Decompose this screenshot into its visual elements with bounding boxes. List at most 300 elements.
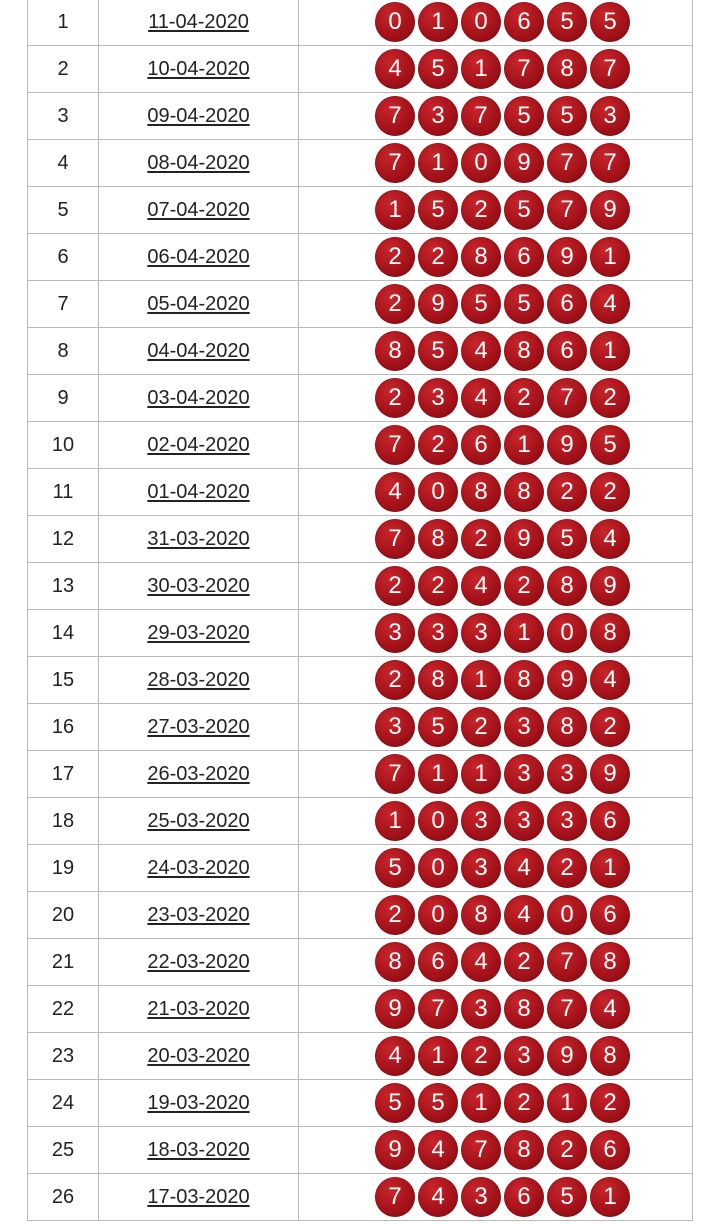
table-row	[28, 516, 693, 563]
table-row	[28, 281, 693, 328]
number-ball: 7	[547, 378, 587, 418]
serial-number-cell: 18	[28, 798, 99, 845]
date-link[interactable]: 25-03-2020	[147, 809, 250, 832]
date-link[interactable]: 11-04-2020	[148, 10, 249, 33]
date-link[interactable]: 29-03-2020	[147, 621, 250, 644]
serial-number-cell: 8	[28, 328, 99, 375]
date-link[interactable]: 02-04-2020	[147, 433, 250, 456]
number-ball: 8	[375, 331, 415, 371]
table-row	[28, 798, 693, 845]
result-numbers-cell	[299, 986, 693, 1033]
table-row	[28, 140, 693, 187]
number-balls	[313, 472, 692, 512]
number-ball: 7	[375, 754, 415, 794]
number-ball: 7	[590, 49, 630, 89]
date-cell	[99, 939, 299, 986]
result-numbers-cell	[299, 1080, 693, 1127]
date-link[interactable]: 03-04-2020	[147, 386, 250, 409]
number-ball: 5	[418, 49, 458, 89]
number-ball: 3	[504, 801, 544, 841]
table-row	[28, 93, 693, 140]
number-ball: 5	[547, 2, 587, 42]
serial-number-cell: 7	[28, 281, 99, 328]
number-ball: 7	[375, 143, 415, 183]
serial-number-cell: 16	[28, 704, 99, 751]
number-ball: 2	[504, 1083, 544, 1123]
number-ball: 8	[504, 1130, 544, 1170]
result-numbers-cell	[299, 328, 693, 375]
number-ball: 1	[590, 1177, 630, 1217]
number-ball: 8	[547, 707, 587, 747]
number-balls	[313, 754, 692, 794]
date-cell	[99, 892, 299, 939]
number-balls	[313, 49, 692, 89]
serial-number-cell: 23	[28, 1033, 99, 1080]
number-ball: 4	[461, 331, 501, 371]
number-ball: 7	[418, 989, 458, 1029]
number-ball: 6	[547, 284, 587, 324]
number-ball: 6	[504, 1177, 544, 1217]
number-balls	[313, 96, 692, 136]
date-cell	[99, 704, 299, 751]
date-link[interactable]: 31-03-2020	[147, 527, 250, 550]
date-link[interactable]: 28-03-2020	[147, 668, 250, 691]
serial-number-cell: 11	[28, 469, 99, 516]
number-ball: 9	[590, 190, 630, 230]
results-table	[27, 0, 693, 1221]
serial-number-cell: 25	[28, 1127, 99, 1174]
serial-number-cell: 10	[28, 422, 99, 469]
number-ball: 4	[375, 472, 415, 512]
number-balls	[313, 1130, 692, 1170]
number-ball: 5	[418, 707, 458, 747]
serial-number-cell: 15	[28, 657, 99, 704]
table-row	[28, 845, 693, 892]
date-cell	[99, 375, 299, 422]
number-balls	[313, 519, 692, 559]
result-numbers-cell	[299, 516, 693, 563]
number-ball: 0	[418, 472, 458, 512]
number-ball: 2	[375, 895, 415, 935]
number-ball: 8	[590, 942, 630, 982]
table-row	[28, 751, 693, 798]
table-row	[28, 704, 693, 751]
number-ball: 8	[504, 660, 544, 700]
result-numbers-cell	[299, 281, 693, 328]
number-ball: 1	[590, 331, 630, 371]
number-ball: 6	[461, 425, 501, 465]
number-balls	[313, 284, 692, 324]
date-cell	[99, 422, 299, 469]
number-ball: 4	[461, 942, 501, 982]
table-row	[28, 1080, 693, 1127]
date-link[interactable]: 27-03-2020	[147, 715, 250, 738]
number-balls	[313, 1083, 692, 1123]
number-ball: 9	[504, 143, 544, 183]
number-ball: 2	[590, 707, 630, 747]
number-balls	[313, 1036, 692, 1076]
number-ball: 3	[461, 801, 501, 841]
number-balls	[313, 613, 692, 653]
serial-number-cell: 17	[28, 751, 99, 798]
number-ball: 2	[504, 942, 544, 982]
date-cell	[99, 1033, 299, 1080]
number-ball: 5	[375, 848, 415, 888]
serial-number-cell: 1	[28, 0, 99, 46]
number-ball: 8	[504, 989, 544, 1029]
number-ball: 3	[375, 613, 415, 653]
date-link[interactable]: 09-04-2020	[147, 104, 250, 127]
number-ball: 2	[375, 284, 415, 324]
result-numbers-cell	[299, 469, 693, 516]
number-balls	[313, 989, 692, 1029]
date-cell	[99, 751, 299, 798]
number-ball: 9	[547, 425, 587, 465]
number-ball: 2	[418, 237, 458, 277]
number-ball: 7	[375, 425, 415, 465]
date-link[interactable]: 23-03-2020	[147, 903, 250, 926]
result-numbers-cell	[299, 798, 693, 845]
result-numbers-cell	[299, 0, 693, 46]
number-balls	[313, 707, 692, 747]
number-ball: 9	[547, 237, 587, 277]
number-ball: 7	[375, 1177, 415, 1217]
result-numbers-cell	[299, 939, 693, 986]
result-numbers-cell	[299, 234, 693, 281]
number-ball: 9	[418, 284, 458, 324]
result-numbers-cell	[299, 422, 693, 469]
number-ball: 6	[547, 331, 587, 371]
date-link[interactable]: 21-03-2020	[147, 997, 250, 1020]
result-numbers-cell	[299, 610, 693, 657]
serial-number-cell: 14	[28, 610, 99, 657]
number-ball: 1	[461, 49, 501, 89]
number-ball: 1	[418, 2, 458, 42]
number-ball: 5	[418, 1083, 458, 1123]
number-ball: 0	[547, 895, 587, 935]
result-numbers-cell	[299, 93, 693, 140]
number-balls	[313, 566, 692, 606]
serial-number-cell: 26	[28, 1174, 99, 1221]
number-ball: 9	[504, 519, 544, 559]
number-ball: 7	[504, 49, 544, 89]
number-ball: 7	[461, 1130, 501, 1170]
number-ball: 5	[461, 284, 501, 324]
result-numbers-cell	[299, 140, 693, 187]
number-ball: 2	[547, 1130, 587, 1170]
number-ball: 5	[590, 2, 630, 42]
number-ball: 2	[375, 660, 415, 700]
number-ball: 2	[461, 190, 501, 230]
date-cell	[99, 986, 299, 1033]
number-ball: 3	[461, 613, 501, 653]
date-link[interactable]: 06-04-2020	[147, 245, 250, 268]
serial-number-cell: 20	[28, 892, 99, 939]
number-ball: 1	[504, 613, 544, 653]
date-cell	[99, 234, 299, 281]
serial-number-cell: 21	[28, 939, 99, 986]
date-cell	[99, 0, 299, 46]
number-balls	[313, 331, 692, 371]
number-ball: 5	[418, 331, 458, 371]
table-row	[28, 1127, 693, 1174]
number-ball: 6	[504, 2, 544, 42]
number-ball: 4	[504, 848, 544, 888]
table-row	[28, 657, 693, 704]
number-ball: 7	[547, 942, 587, 982]
date-cell	[99, 281, 299, 328]
number-ball: 3	[547, 801, 587, 841]
number-ball: 5	[547, 96, 587, 136]
number-ball: 3	[461, 989, 501, 1029]
number-ball: 1	[504, 425, 544, 465]
number-ball: 1	[375, 801, 415, 841]
number-ball: 6	[590, 1130, 630, 1170]
number-ball: 9	[590, 754, 630, 794]
serial-number-cell: 13	[28, 563, 99, 610]
number-ball: 3	[461, 848, 501, 888]
number-ball: 0	[461, 2, 501, 42]
date-cell	[99, 1174, 299, 1221]
date-cell	[99, 46, 299, 93]
table-row	[28, 892, 693, 939]
number-ball: 8	[461, 895, 501, 935]
number-ball: 1	[418, 754, 458, 794]
number-ball: 6	[418, 942, 458, 982]
number-balls	[313, 660, 692, 700]
number-ball: 3	[504, 707, 544, 747]
number-balls	[313, 801, 692, 841]
number-ball: 3	[418, 378, 458, 418]
date-link[interactable]: 19-03-2020	[147, 1091, 250, 1114]
number-ball: 0	[418, 848, 458, 888]
number-ball: 3	[504, 754, 544, 794]
number-ball: 3	[375, 707, 415, 747]
number-ball: 8	[461, 237, 501, 277]
number-ball: 3	[461, 1177, 501, 1217]
number-ball: 9	[547, 1036, 587, 1076]
date-link[interactable]: 18-03-2020	[147, 1138, 250, 1161]
result-numbers-cell	[299, 751, 693, 798]
number-ball: 5	[590, 425, 630, 465]
date-link[interactable]: 05-04-2020	[147, 292, 250, 315]
number-ball: 8	[590, 1036, 630, 1076]
result-numbers-cell	[299, 1174, 693, 1221]
number-ball: 6	[590, 801, 630, 841]
number-ball: 1	[461, 660, 501, 700]
number-ball: 1	[461, 754, 501, 794]
serial-number-cell: 9	[28, 375, 99, 422]
number-ball: 2	[418, 425, 458, 465]
number-ball: 3	[547, 754, 587, 794]
table-row	[28, 422, 693, 469]
serial-number-cell: 6	[28, 234, 99, 281]
result-numbers-cell	[299, 187, 693, 234]
number-ball: 7	[590, 143, 630, 183]
number-balls	[313, 848, 692, 888]
table-row	[28, 187, 693, 234]
date-link[interactable]: 22-03-2020	[147, 950, 250, 973]
number-ball: 2	[461, 707, 501, 747]
serial-number-cell: 3	[28, 93, 99, 140]
number-ball: 1	[590, 237, 630, 277]
number-ball: 4	[375, 49, 415, 89]
number-ball: 8	[418, 660, 458, 700]
number-ball: 2	[590, 472, 630, 512]
date-link[interactable]: 10-04-2020	[147, 57, 250, 80]
number-ball: 6	[590, 895, 630, 935]
number-ball: 7	[547, 989, 587, 1029]
serial-number-cell: 4	[28, 140, 99, 187]
serial-number-cell: 2	[28, 46, 99, 93]
number-ball: 3	[590, 96, 630, 136]
number-ball: 8	[461, 472, 501, 512]
serial-number-cell: 5	[28, 187, 99, 234]
number-ball: 5	[504, 96, 544, 136]
number-ball: 2	[461, 519, 501, 559]
number-ball: 5	[504, 284, 544, 324]
number-ball: 0	[418, 801, 458, 841]
date-link[interactable]: 20-03-2020	[147, 1044, 250, 1067]
date-cell	[99, 563, 299, 610]
number-ball: 0	[461, 143, 501, 183]
number-ball: 3	[418, 96, 458, 136]
number-ball: 7	[461, 96, 501, 136]
number-ball: 2	[504, 378, 544, 418]
number-ball: 5	[418, 190, 458, 230]
number-ball: 1	[590, 848, 630, 888]
number-ball: 9	[375, 989, 415, 1029]
number-ball: 8	[418, 519, 458, 559]
number-balls	[313, 895, 692, 935]
table-row	[28, 328, 693, 375]
number-ball: 3	[504, 1036, 544, 1076]
number-ball: 2	[590, 378, 630, 418]
number-ball: 0	[547, 613, 587, 653]
number-ball: 0	[375, 2, 415, 42]
number-ball: 7	[375, 519, 415, 559]
number-ball: 8	[375, 942, 415, 982]
date-cell	[99, 328, 299, 375]
number-ball: 5	[375, 1083, 415, 1123]
date-link[interactable]: 24-03-2020	[147, 856, 250, 879]
result-numbers-cell	[299, 704, 693, 751]
number-balls	[313, 1177, 692, 1217]
number-balls	[313, 425, 692, 465]
date-link[interactable]: 08-04-2020	[147, 151, 250, 174]
number-balls	[313, 190, 692, 230]
number-ball: 5	[504, 190, 544, 230]
table-row	[28, 1174, 693, 1221]
date-link[interactable]: 17-03-2020	[147, 1185, 250, 1208]
number-ball: 8	[504, 331, 544, 371]
table-row	[28, 939, 693, 986]
number-ball: 8	[590, 613, 630, 653]
number-ball: 0	[418, 895, 458, 935]
table-row	[28, 1033, 693, 1080]
number-balls	[313, 2, 692, 42]
number-ball: 4	[504, 895, 544, 935]
date-link[interactable]: 07-04-2020	[147, 198, 250, 221]
serial-number-cell: 12	[28, 516, 99, 563]
table-row	[28, 46, 693, 93]
number-balls	[313, 942, 692, 982]
result-numbers-cell	[299, 375, 693, 422]
number-ball: 2	[375, 566, 415, 606]
results-table-body	[28, 0, 693, 1221]
number-balls	[313, 143, 692, 183]
number-ball: 4	[418, 1177, 458, 1217]
number-ball: 3	[418, 613, 458, 653]
number-ball: 2	[375, 237, 415, 277]
table-row	[28, 375, 693, 422]
result-numbers-cell	[299, 892, 693, 939]
number-ball: 2	[504, 566, 544, 606]
date-cell	[99, 1127, 299, 1174]
date-cell	[99, 1080, 299, 1127]
number-ball: 8	[504, 472, 544, 512]
table-row	[28, 469, 693, 516]
number-ball: 4	[461, 566, 501, 606]
table-row	[28, 610, 693, 657]
result-numbers-cell	[299, 845, 693, 892]
result-numbers-cell	[299, 1127, 693, 1174]
number-ball: 2	[375, 378, 415, 418]
number-ball: 7	[547, 190, 587, 230]
number-ball: 5	[547, 519, 587, 559]
number-ball: 8	[547, 566, 587, 606]
result-numbers-cell	[299, 46, 693, 93]
number-ball: 6	[504, 237, 544, 277]
number-ball: 4	[590, 284, 630, 324]
date-link[interactable]: 01-04-2020	[147, 480, 250, 503]
number-ball: 8	[547, 49, 587, 89]
number-ball: 4	[418, 1130, 458, 1170]
number-ball: 4	[590, 519, 630, 559]
date-link[interactable]: 30-03-2020	[147, 574, 250, 597]
number-ball: 2	[418, 566, 458, 606]
number-ball: 9	[590, 566, 630, 606]
number-ball: 4	[590, 989, 630, 1029]
date-cell	[99, 657, 299, 704]
result-numbers-cell	[299, 563, 693, 610]
number-ball: 2	[461, 1036, 501, 1076]
date-cell	[99, 140, 299, 187]
number-ball: 1	[375, 190, 415, 230]
number-ball: 1	[418, 1036, 458, 1076]
number-balls	[313, 378, 692, 418]
date-link[interactable]: 26-03-2020	[147, 762, 250, 785]
serial-number-cell: 24	[28, 1080, 99, 1127]
number-ball: 1	[418, 143, 458, 183]
number-ball: 4	[375, 1036, 415, 1076]
table-row	[28, 0, 693, 46]
date-link[interactable]: 04-04-2020	[147, 339, 250, 362]
table-row	[28, 986, 693, 1033]
number-ball: 5	[547, 1177, 587, 1217]
date-cell	[99, 187, 299, 234]
date-cell	[99, 798, 299, 845]
number-ball: 4	[590, 660, 630, 700]
number-ball: 2	[547, 848, 587, 888]
date-cell	[99, 845, 299, 892]
number-ball: 2	[590, 1083, 630, 1123]
date-cell	[99, 610, 299, 657]
number-ball: 7	[547, 143, 587, 183]
number-ball: 1	[547, 1083, 587, 1123]
number-ball: 2	[547, 472, 587, 512]
table-row	[28, 234, 693, 281]
